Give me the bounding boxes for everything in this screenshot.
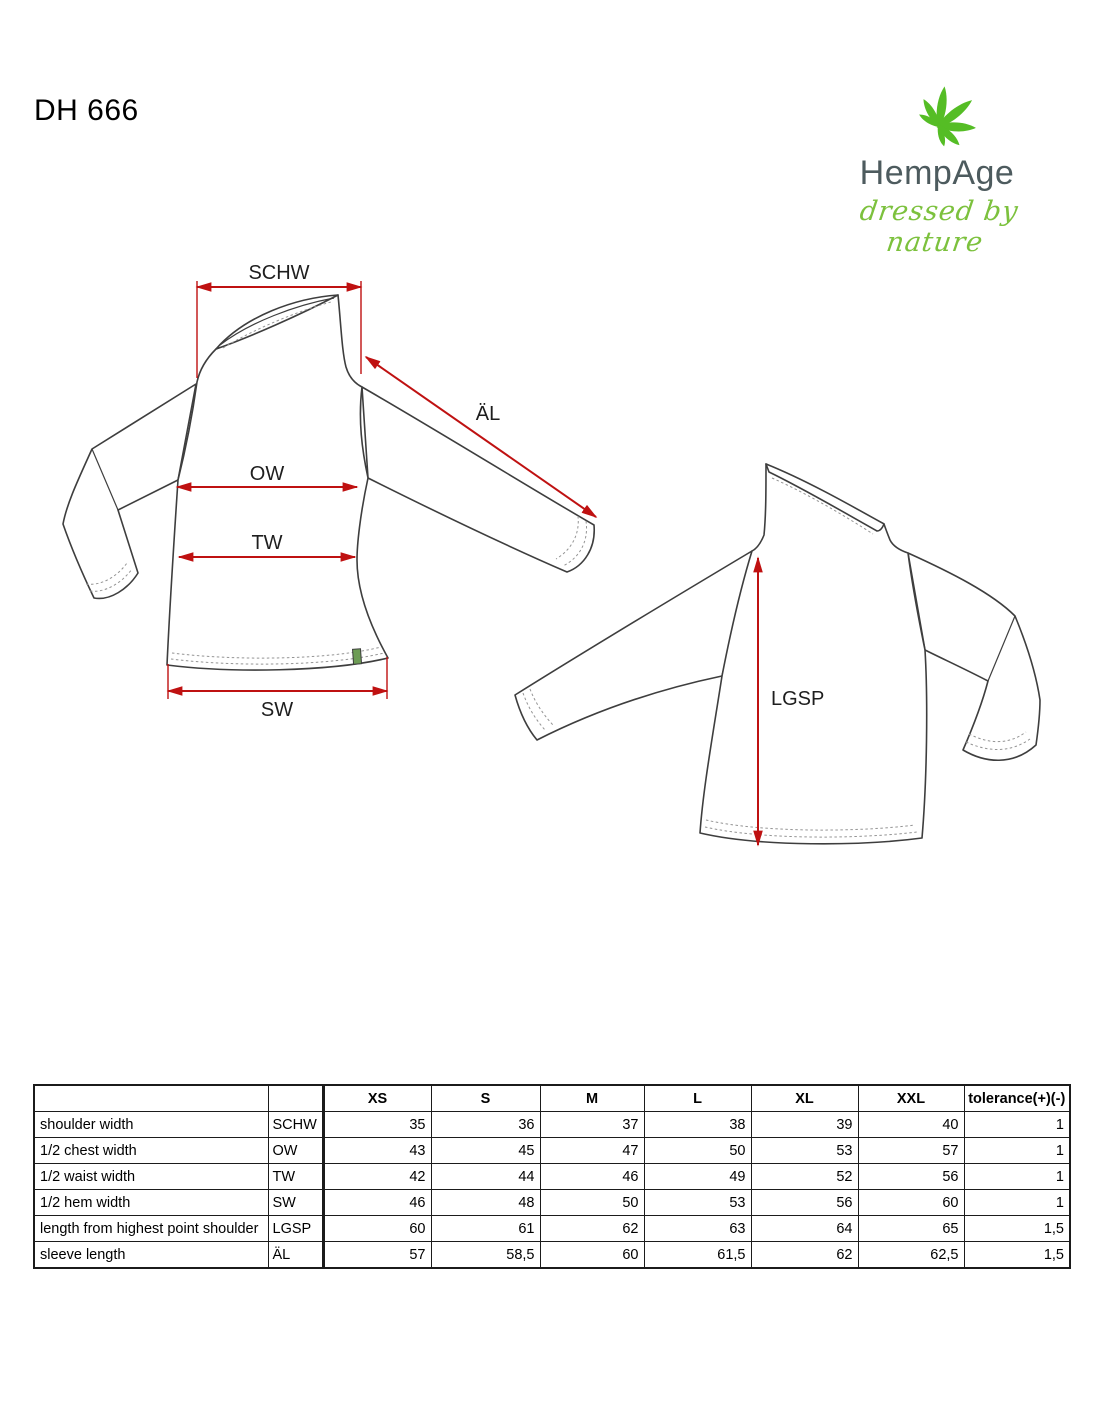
- back-view-drawing: [515, 464, 1040, 844]
- cell-l: 38: [644, 1112, 751, 1138]
- cell-m: 37: [540, 1112, 644, 1138]
- cell-l: 61,5: [644, 1242, 751, 1269]
- cell-m: 46: [540, 1164, 644, 1190]
- row-label: length from highest point shoulder: [34, 1216, 268, 1242]
- row-label: sleeve length: [34, 1242, 268, 1269]
- cell-s: 48: [431, 1190, 540, 1216]
- header-size-m: M: [540, 1085, 644, 1112]
- cell-m: 50: [540, 1190, 644, 1216]
- table-header-row: [34, 1085, 1070, 1112]
- cell-tolerance: 1,5: [964, 1242, 1070, 1269]
- cell-xxl: 56: [858, 1164, 964, 1190]
- row-code: TW: [268, 1164, 323, 1190]
- row-code: ÄL: [268, 1242, 323, 1269]
- cell-tolerance: 1,5: [964, 1216, 1070, 1242]
- header-size-l: L: [644, 1085, 751, 1112]
- back-right-sleeve: [908, 553, 1040, 760]
- header-size-xs: XS: [323, 1085, 431, 1112]
- row-label: 1/2 chest width: [34, 1138, 268, 1164]
- cell-xl: 62: [751, 1242, 858, 1269]
- cell-l: 50: [644, 1138, 751, 1164]
- technical-drawing: [0, 250, 1100, 910]
- hemp-leaf-icon: [882, 82, 992, 152]
- table-row: [34, 1190, 1070, 1216]
- cell-xxl: 40: [858, 1112, 964, 1138]
- cell-xxl: 62,5: [858, 1242, 964, 1269]
- row-code: SCHW: [268, 1112, 323, 1138]
- cell-xs: 60: [323, 1216, 431, 1242]
- front-view-drawing: [63, 295, 594, 670]
- cell-s: 61: [431, 1216, 540, 1242]
- cell-tolerance: 1: [964, 1112, 1070, 1138]
- cell-xl: 56: [751, 1190, 858, 1216]
- brand-logo: [812, 82, 1062, 258]
- back-body: [700, 464, 927, 844]
- cell-l: 63: [644, 1216, 751, 1242]
- cell-tolerance: 1: [964, 1164, 1070, 1190]
- cell-xl: 39: [751, 1112, 858, 1138]
- table-row: [34, 1112, 1070, 1138]
- page-title: DH 666: [34, 94, 139, 127]
- table-row: [34, 1138, 1070, 1164]
- row-label: 1/2 hem width: [34, 1190, 268, 1216]
- cell-xs: 35: [323, 1112, 431, 1138]
- row-code: OW: [268, 1138, 323, 1164]
- header-code: [268, 1085, 323, 1112]
- lgsp-label: LGSP: [771, 688, 825, 710]
- cell-xxl: 57: [858, 1138, 964, 1164]
- sw-label: SW: [260, 699, 294, 721]
- header-size-s: S: [431, 1085, 540, 1112]
- cell-xxl: 65: [858, 1216, 964, 1242]
- cell-s: 58,5: [431, 1242, 540, 1269]
- row-code: LGSP: [268, 1216, 323, 1242]
- cell-xxl: 60: [858, 1190, 964, 1216]
- cell-m: 60: [540, 1242, 644, 1269]
- cell-xs: 46: [323, 1190, 431, 1216]
- cell-m: 47: [540, 1138, 644, 1164]
- cell-xs: 43: [323, 1138, 431, 1164]
- ow-label: OW: [249, 463, 285, 485]
- cell-xl: 64: [751, 1216, 858, 1242]
- tw-label: TW: [251, 532, 283, 554]
- cell-s: 44: [431, 1164, 540, 1190]
- cell-s: 36: [431, 1112, 540, 1138]
- cell-xs: 42: [323, 1164, 431, 1190]
- table-row: [34, 1164, 1070, 1190]
- brand-name: HempAge: [859, 154, 1015, 192]
- cell-xs: 57: [323, 1242, 431, 1269]
- ael-label: ÄL: [475, 403, 501, 425]
- table-row: [34, 1216, 1070, 1242]
- size-table: [33, 1084, 1071, 1269]
- cell-l: 49: [644, 1164, 751, 1190]
- header-tolerance: tolerance(+)(-): [964, 1085, 1070, 1112]
- cell-l: 53: [644, 1190, 751, 1216]
- schw-label: SCHW: [248, 262, 310, 284]
- cell-s: 45: [431, 1138, 540, 1164]
- hem-tag: [353, 649, 362, 665]
- brand-tagline: dressed by nature: [857, 196, 1021, 258]
- row-label: 1/2 waist width: [34, 1164, 268, 1190]
- header-size-xl: XL: [751, 1085, 858, 1112]
- table-row: [34, 1242, 1070, 1269]
- cell-tolerance: 1: [964, 1138, 1070, 1164]
- row-code: SW: [268, 1190, 323, 1216]
- cell-xl: 53: [751, 1138, 858, 1164]
- row-label: shoulder width: [34, 1112, 268, 1138]
- cell-m: 62: [540, 1216, 644, 1242]
- header-size-xxl: XXL: [858, 1085, 964, 1112]
- cell-tolerance: 1: [964, 1190, 1070, 1216]
- cell-xl: 52: [751, 1164, 858, 1190]
- header-measure: [34, 1085, 268, 1112]
